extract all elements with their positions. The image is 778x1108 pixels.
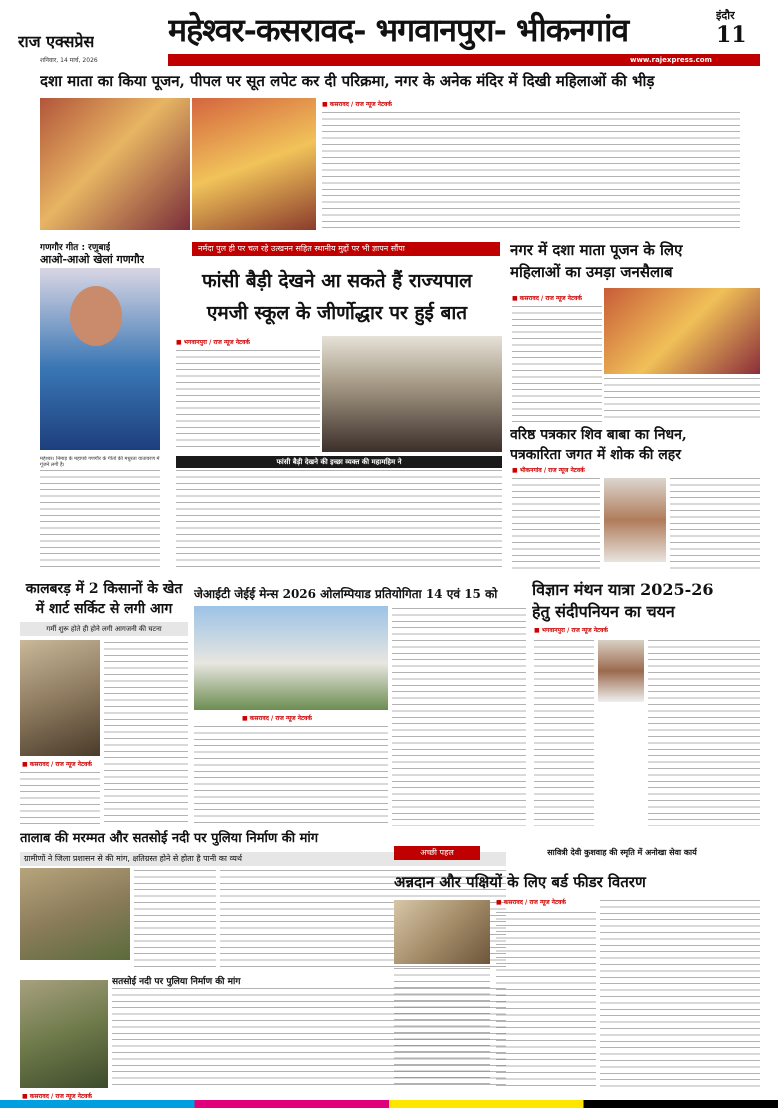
- story8-student-photo: [598, 640, 644, 702]
- story10-body-1: [496, 912, 596, 1088]
- footer-rule: [0, 1100, 778, 1108]
- story1-photo-1: [40, 98, 190, 230]
- story5-headline2: पत्रकारिता जगत में शोक की लहर: [510, 447, 681, 463]
- story6-body-lower: [20, 772, 100, 826]
- story7-headline: जेआईटी जेईई मेन्स 2026 ओलम्पियाड प्रतियोगिता 14 एवं 15 को: [194, 587, 498, 601]
- story10-body-3: [394, 968, 490, 1088]
- story9-inner-headline: सतसोई नदी पर पुलिया निर्माण की मांग: [112, 977, 241, 987]
- issue-date: शनिवार, 14 मार्च, 2026: [40, 57, 98, 64]
- story9-photo-1: [20, 868, 130, 960]
- story6-headline2: में शार्ट सर्किट से लगी आग: [35, 601, 173, 617]
- story10-headline: अन्नदान और पक्षियों के लिए बर्ड फीडर वितरण: [394, 873, 646, 891]
- story4-byline: ■ कसरावद / राज न्यूज नेटवर्क: [512, 295, 582, 302]
- story3-quote: फांसी बैड़ी देखने की इच्छा व्यक्त की महामहिम ने: [176, 456, 502, 468]
- story10-kicker: सावित्री देवी कुशवाह की स्मृति में अनोखा सेवा कार्य: [547, 848, 697, 857]
- story7-byline: ■ कसरावद / राज न्यूज नेटवर्क: [242, 715, 312, 722]
- story3-headline1: फांसी बैड़ी देखने आ सकते हैं राज्यपाल: [201, 270, 473, 292]
- story6-photo: [20, 640, 100, 756]
- story8-byline: ■ भगवानपुरा / राज न्यूज नेटवर्क: [534, 627, 608, 634]
- story8-body-2: [648, 640, 760, 826]
- story1-photo-2: [192, 98, 316, 230]
- story6-subhead: गर्मी शुरू होते ही होने लगी आगजनी की घटना: [20, 622, 188, 636]
- story2-kicker: गणगौर गीत : रणुबाई: [40, 243, 111, 253]
- story2-headline: आओ-आओ खेलां गणगौर: [40, 253, 145, 266]
- story5-portrait: [604, 478, 666, 562]
- story10-tag: अच्छी पहल: [394, 846, 480, 860]
- story10-byline: ■ कसरावद / राज न्यूज नेटवर्क: [496, 899, 566, 906]
- story8-body-1: [534, 640, 594, 826]
- story6-headline1: कालबरड़ में 2 किसानों के खेत: [25, 581, 183, 597]
- page-number: 11: [716, 22, 747, 48]
- story3-byline: ■ भगवानपुरा / राज न्यूज नेटवर्क: [176, 339, 250, 346]
- page-headline: महेश्वर-कसरावद- भगवानपुरा- भीकनगांव: [168, 11, 629, 49]
- story9-byline: ■ कसरावद / राज न्यूज नेटवर्क: [22, 1093, 92, 1100]
- story1-body: [322, 112, 740, 232]
- story4-body: [512, 306, 602, 422]
- singer-head: [70, 286, 122, 346]
- story2-body: [40, 470, 160, 570]
- story3-photo: [322, 336, 502, 452]
- story5-body-right: [670, 478, 760, 570]
- story2-caption: महेश्वर। निमाड़ के महापर्व गणगौर के गीतों की मधुरता वातावरण में गूंजने लगी है।: [40, 456, 160, 469]
- story8-headline2: हेतु संदीपनियन का चयन: [532, 602, 675, 621]
- masthead: [0, 0, 778, 68]
- story4-headline2: महिलाओं का उमड़ा जनसैलाब: [510, 263, 673, 281]
- story7-campus-photo: [194, 606, 388, 710]
- story1-byline: ■ कसरावद / राज न्यूज नेटवर्क: [322, 101, 392, 108]
- story6-byline: ■ कसरावद / राज न्यूज नेटवर्क: [22, 761, 92, 768]
- site-url: www.rajexpress.com: [630, 56, 712, 64]
- story3-body: [176, 350, 320, 452]
- story9-photo-2: [20, 980, 108, 1088]
- story2-singer-photo: [40, 268, 160, 450]
- story10-photo: [394, 900, 490, 964]
- story10-body-2: [600, 900, 760, 1088]
- paper-name: राज एक्सप्रेस: [18, 32, 95, 51]
- story7-body-2: [392, 608, 526, 826]
- story1-headline: दशा माता का किया पूजन, पीपल पर सूत लपेट कर दी परिक्रमा, नगर के अनेक मंदिर में दिखी महिलाओं की भीड़: [40, 72, 655, 90]
- story4-headline1: नगर में दशा माता पूजन के लिए: [510, 241, 683, 259]
- story9-subhead: ग्रामीणों ने जिला प्रशासन से की मांग, क्षतिग्रस्त होने से होता है पानी का व्यर्थ: [20, 852, 506, 866]
- story9-body-1: [134, 870, 216, 968]
- story5-body-left: [512, 478, 600, 570]
- story4-photo: [604, 288, 760, 374]
- story3-quote-body: [176, 470, 502, 570]
- story7-body-1: [194, 726, 388, 826]
- story3-headline2: एमजी स्कूल के जीर्णोद्धार पर हुई बात: [206, 302, 468, 324]
- story6-body: [104, 642, 188, 822]
- story5-headline1: वरिष्ठ पत्रकार शिव बाबा का निधन,: [510, 427, 687, 443]
- story9-headline: तालाब की मरम्मत और सतसोई नदी पर पुलिया निर्माण की मांग: [20, 831, 319, 846]
- story4-photo-caption: [604, 378, 760, 418]
- story8-headline1: विज्ञान मंथन यात्रा 2025-26: [532, 580, 714, 599]
- edition-city: इंदौर: [716, 9, 735, 22]
- story3-kicker: नर्मदा पुल ही पर चल रहे उत्खनन सहित स्थानीय मुद्दों पर भी ज्ञापन सौंपा: [192, 242, 500, 256]
- story5-byline: ■ भीकनगांव / राज न्यूज नेटवर्क: [512, 467, 585, 474]
